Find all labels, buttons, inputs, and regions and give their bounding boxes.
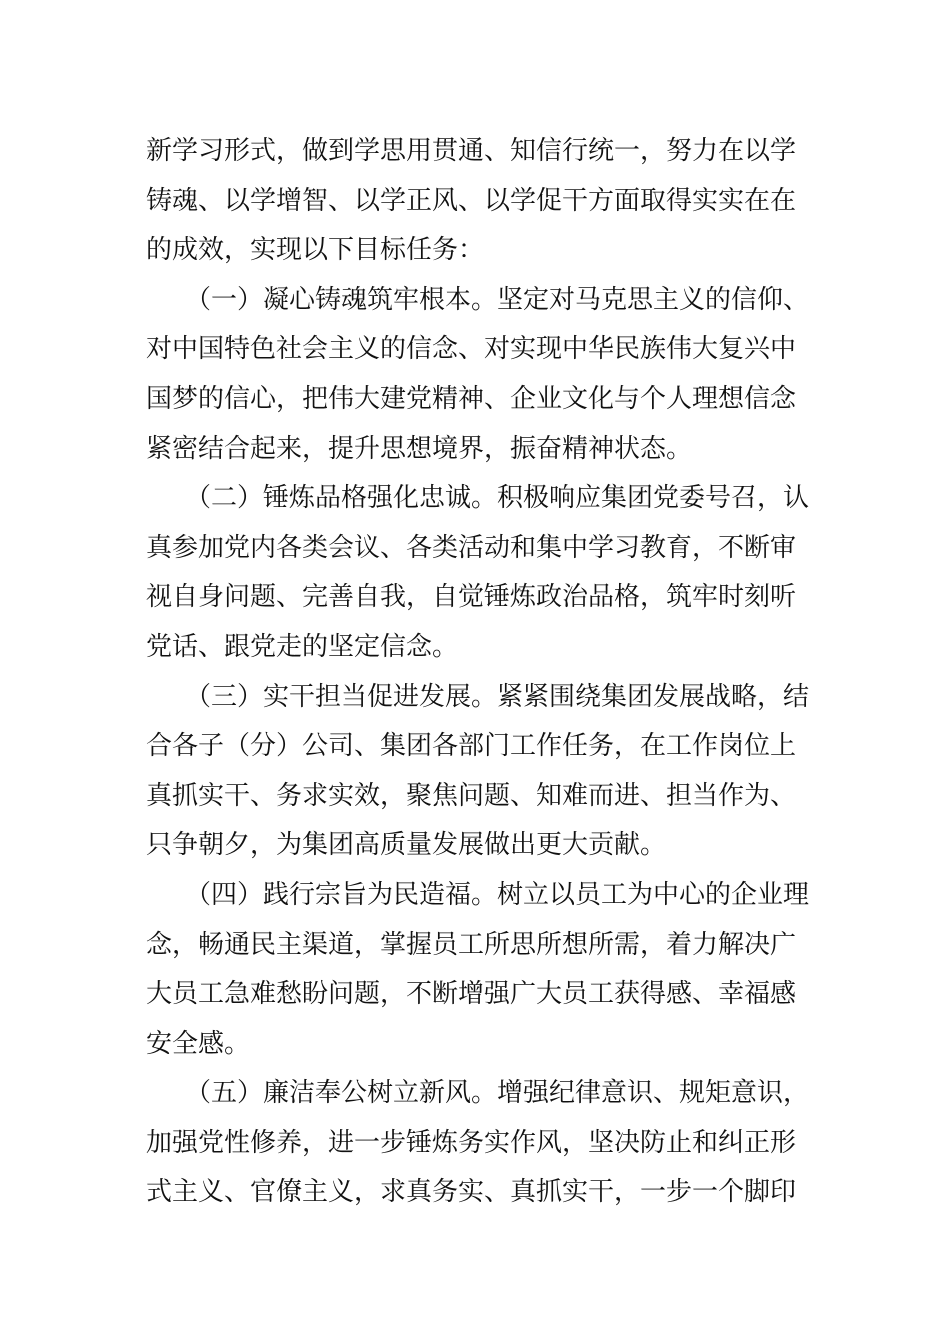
text-line: 真抓实干、务求实效，聚焦问题、知难而进、担当作为、	[146, 780, 797, 811]
text-line: 安全感。	[146, 1028, 251, 1059]
text-line: 大员工急难愁盼问题，不断增强广大员工获得感、幸福感	[146, 979, 797, 1010]
text-line: 真参加党内各类会议、各类活动和集中学习教育，不断审	[146, 532, 797, 563]
document-body	[146, 127, 810, 1218]
text-line: 党话、跟党走的坚定信念。	[146, 631, 459, 662]
text-line: 的成效，实现以下目标任务：	[146, 235, 485, 266]
text-line: 国梦的信心，把伟大建党精神、企业文化与个人理想信念	[146, 383, 797, 414]
paragraph-item-3	[146, 673, 810, 871]
text-line: 紧密结合起来，提升思想境界，振奋精神状态。	[146, 433, 693, 464]
paragraph-intro	[146, 127, 806, 276]
paragraph-item-1	[146, 276, 810, 474]
text-line: （五）廉洁奉公树立新风。增强纪律意识、规矩意识，	[146, 1078, 810, 1109]
text-line: 视自身问题、完善自我，自觉锤炼政治品格，筑牢时刻听	[146, 582, 797, 613]
text-line: 念，畅通民主渠道，掌握员工所思所想所需，着力解决广	[146, 929, 797, 960]
text-line: 铸魂、以学增智、以学正风、以学促干方面取得实实在在	[146, 185, 797, 216]
text-line: 只争朝夕，为集团高质量发展做出更大贡献。	[146, 830, 667, 861]
text-line: 加强党性修养，进一步锤炼务实作风，坚决防止和纠正形	[146, 1127, 797, 1158]
paragraph-item-2	[146, 474, 810, 672]
text-line: （二）锤炼品格强化忠诚。积极响应集团党委号召，认	[146, 483, 810, 514]
text-line: 合各子（分）公司、集团各部门工作任务，在工作岗位上	[146, 731, 797, 762]
text-line: （三）实干担当促进发展。紧紧围绕集团发展战略，结	[146, 681, 810, 712]
paragraph-item-5	[146, 1069, 810, 1218]
text-line: 新学习形式，做到学思用贯通、知信行统一，努力在以学	[146, 136, 797, 166]
text-line: 式主义、官僚主义，求真务实、真抓实干，一步一个脚印	[146, 1177, 797, 1208]
text-line: （四）践行宗旨为民造福。树立以员工为中心的企业理	[146, 879, 810, 910]
text-line: （一）凝心铸魂筑牢根本。坚定对马克思主义的信仰、	[146, 284, 810, 315]
paragraph-item-4	[146, 871, 810, 1069]
text-line: 对中国特色社会主义的信念、对实现中华民族伟大复兴中	[146, 334, 797, 365]
